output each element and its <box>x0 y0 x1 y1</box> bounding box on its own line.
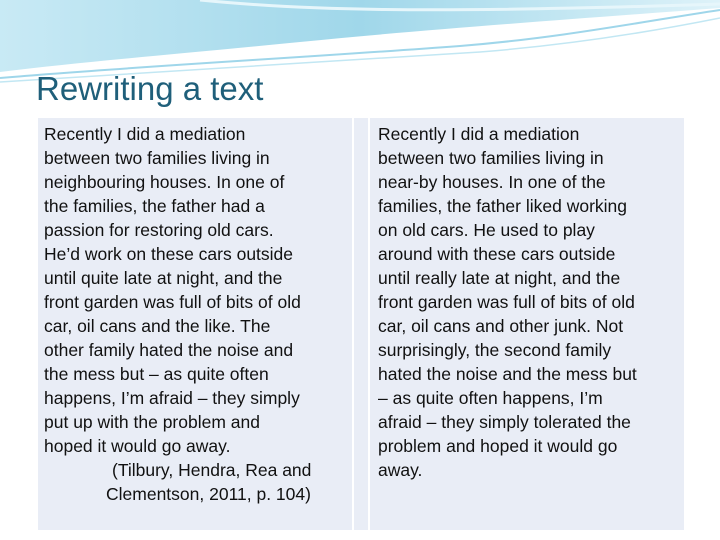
original-text-line: between two families living in <box>44 148 270 168</box>
rewritten-text-line: front garden was full of bits of old <box>378 292 635 312</box>
original-text-line: hoped it would go away. <box>44 436 231 456</box>
rewritten-text-line: around with these cars outside <box>378 244 616 264</box>
original-text-line: put up with the problem and <box>44 412 260 432</box>
rewritten-text-line: surprisingly, the second family <box>378 340 612 360</box>
original-text-line: car, oil cans and the like. The <box>44 316 271 336</box>
rewritten-text-line: hated the noise and the mess but <box>378 364 637 384</box>
original-text-line: He’d work on these cars outside <box>44 244 294 264</box>
rewritten-text-line: near-by houses. In one of the <box>378 172 606 192</box>
spacer-column <box>354 118 368 530</box>
rewritten-text-line: on old cars. He used to play <box>378 220 595 240</box>
citation-line: Clementson, 2011, p. 104) <box>106 484 311 504</box>
rewritten-text-line: Recently I did a mediation <box>378 124 580 144</box>
rewritten-text-line: car, oil cans and other junk. Not <box>378 316 624 336</box>
rewritten-text-line: away. <box>378 460 423 480</box>
original-text-line: other family hated the noise and <box>44 340 294 360</box>
original-text-line: the families, the father had a <box>44 196 265 216</box>
rewritten-text-line: until really late at night, and the <box>378 268 621 288</box>
rewritten-text-line: – as quite often happens, I’m <box>378 388 603 408</box>
original-text-line: until quite late at night, and the <box>44 268 283 288</box>
rewritten-text-cell <box>370 118 684 530</box>
original-text-line: the mess but – as quite often <box>44 364 269 384</box>
rewritten-text-line: problem and hoped it would go <box>378 436 618 456</box>
rewritten-text-line: families, the father liked working <box>378 196 627 216</box>
rewritten-text-line: between two families living in <box>378 148 604 168</box>
comparison-table <box>36 116 686 532</box>
original-text-line: front garden was full of bits of old <box>44 292 301 312</box>
original-text-line: happens, I’m afraid – they simply <box>44 388 300 408</box>
slide-title: Rewriting a text <box>36 70 264 107</box>
original-text-line: Recently I did a mediation <box>44 124 246 144</box>
citation-line: (Tilbury, Hendra, Rea and <box>112 460 312 480</box>
original-text-line: neighbouring houses. In one of <box>44 172 285 192</box>
rewritten-text-line: afraid – they simply tolerated the <box>378 412 631 432</box>
original-text-line: passion for restoring old cars. <box>44 220 274 240</box>
original-text-cell <box>38 118 352 530</box>
